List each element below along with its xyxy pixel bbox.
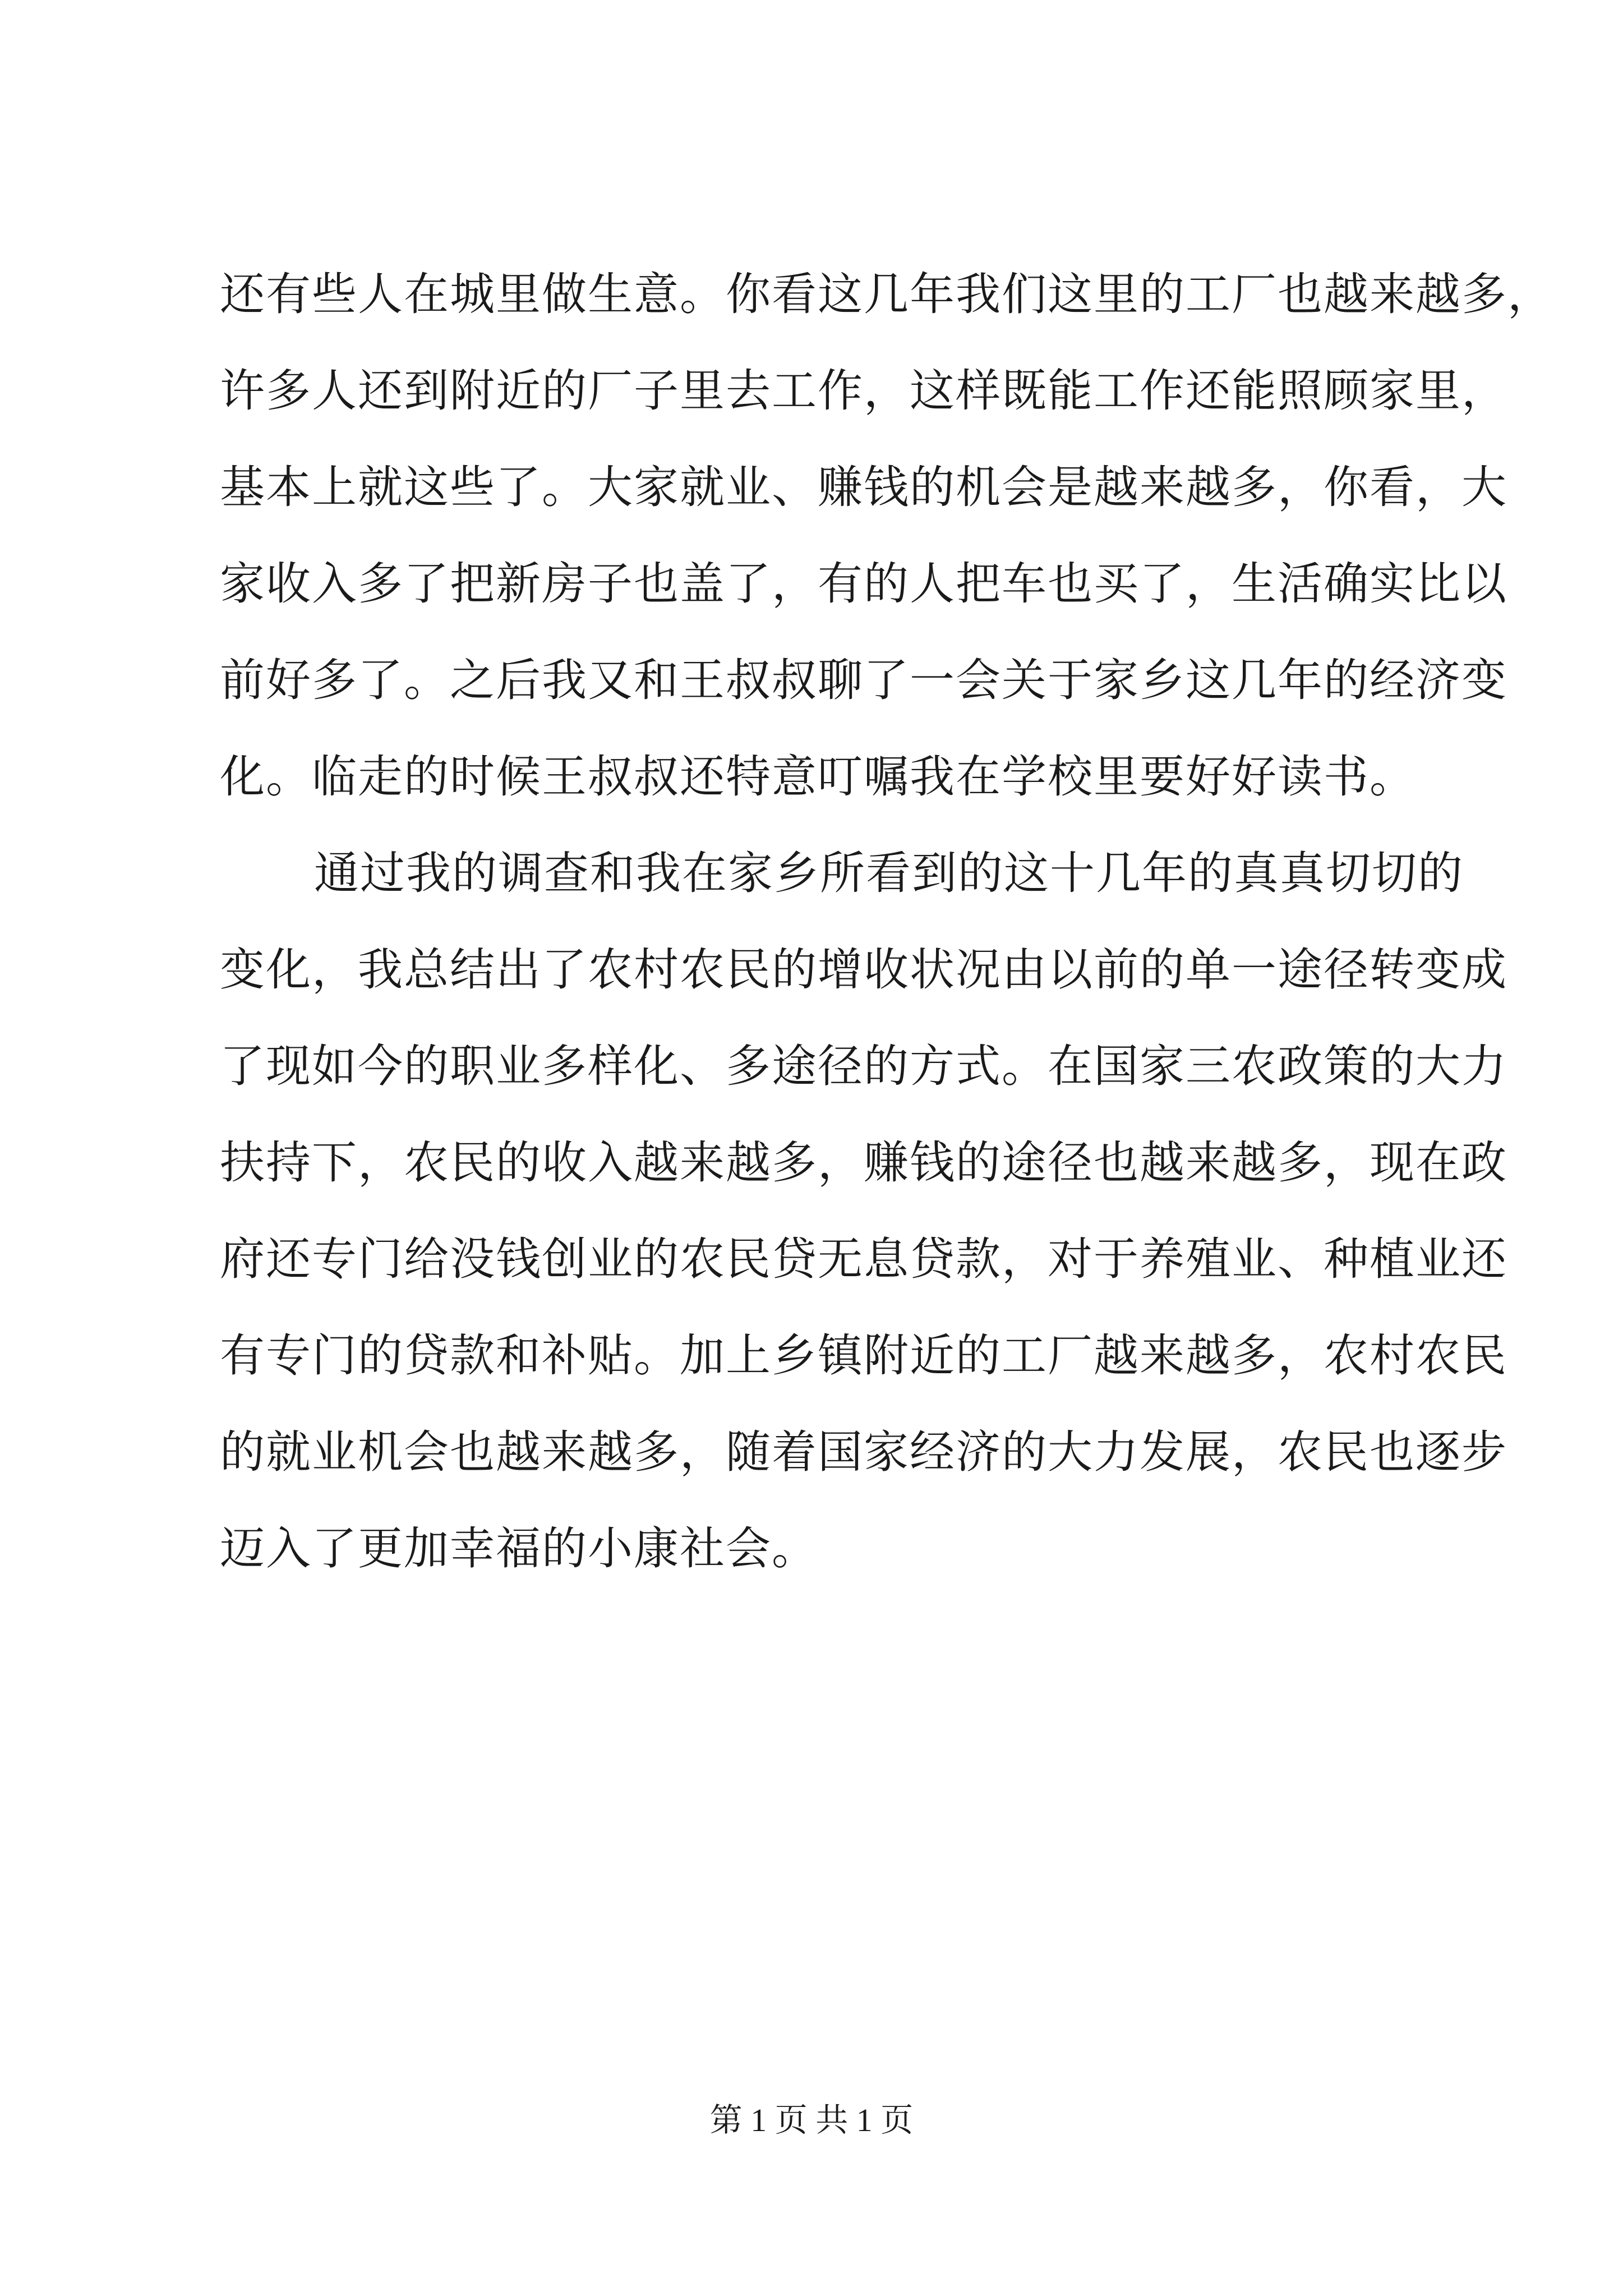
text-line: 基本上就这些了。大家就业、赚钱的机会是越来越多，你看，大: [220, 461, 1507, 513]
text-line: 迈入了更加幸福的小康社会。: [220, 1522, 818, 1575]
paragraph-start-line: 通过我的调查和我在家乡所看到的这十几年的真真切切的: [314, 847, 1464, 899]
text-line: 许多人还到附近的厂子里去工作，这样既能工作还能照顾家里，: [220, 365, 1507, 417]
text-line: 了现如今的职业多样化、多途径的方式。在国家三农政策的大力: [220, 1040, 1507, 1092]
text-line: 还有些人在城里做生意。你看这几年我们这里的工厂也越来越多，: [220, 268, 1553, 320]
text-line: 扶持下，农民的收入越来越多，赚钱的途径也越来越多，现在政: [220, 1137, 1507, 1189]
text-line: 变化，我总结出了农村农民的增收状况由以前的单一途径转变成: [220, 944, 1507, 996]
text-line: 前好多了。之后我又和王叔叔聊了一会关于家乡这几年的经济变: [220, 654, 1507, 706]
text-line: 化。临走的时候王叔叔还特意叮嘱我在学校里要好好读书。: [220, 751, 1415, 803]
text-line: 的就业机会也越来越多，随着国家经济的大力发展，农民也逐步: [220, 1426, 1507, 1478]
body-text: [220, 266, 1553, 1617]
text-line: 府还专门给没钱创业的农民贷无息贷款，对于养殖业、种植业还: [220, 1233, 1507, 1285]
page-number-footer: 第 1 页 共 1 页: [709, 2102, 914, 2138]
text-line: 家收入多了把新房子也盖了，有的人把车也买了，生活确实比以: [220, 558, 1507, 610]
text-line: 有专门的贷款和补贴。加上乡镇附近的工厂越来越多，农村农民: [220, 1329, 1507, 1382]
